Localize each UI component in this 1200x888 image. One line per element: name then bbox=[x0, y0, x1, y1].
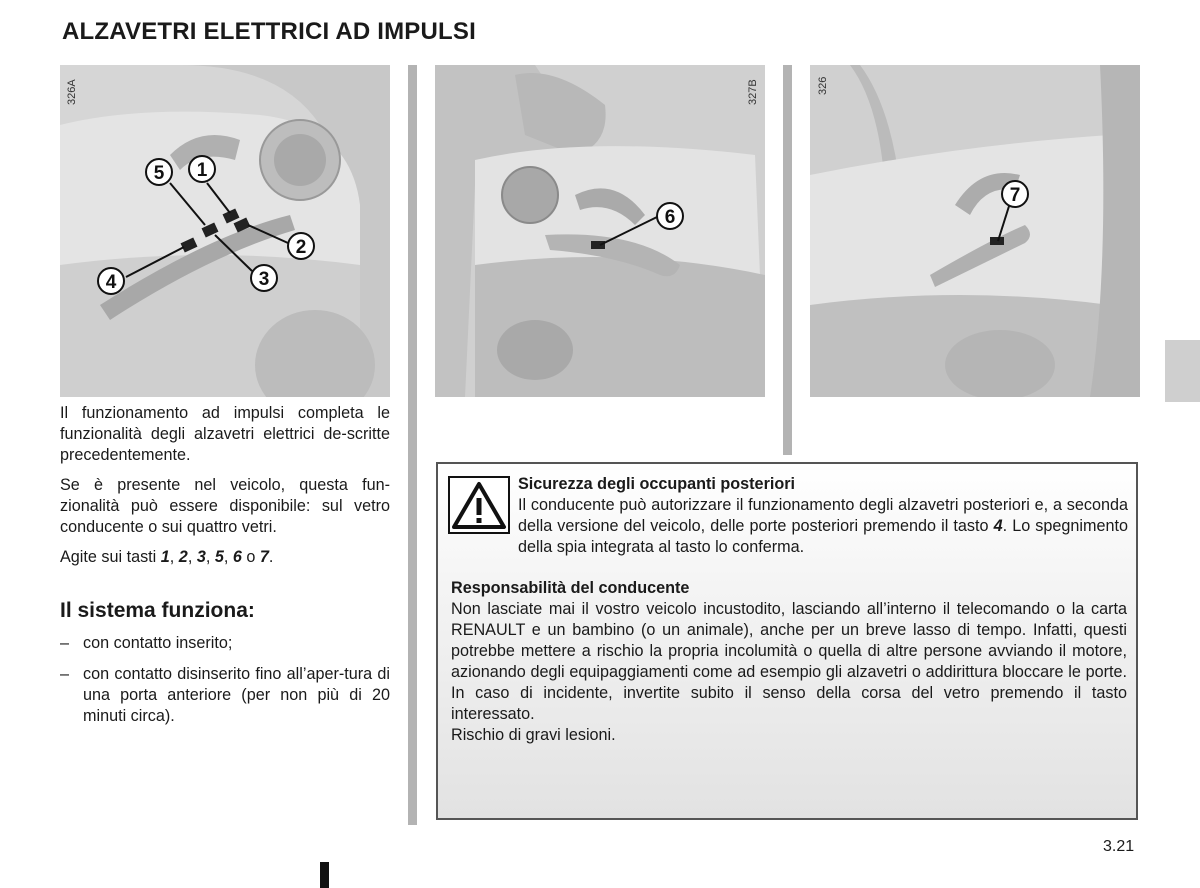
warning-text-part: . Lo spegnimento della spia integrata al tasto lo conferma. bbox=[518, 517, 1128, 556]
warning-section-passengers bbox=[518, 474, 1128, 558]
key-6: 6 bbox=[232, 548, 242, 566]
page-title: ALZAVETRI ELETTRICI AD IMPULSI bbox=[62, 18, 476, 45]
figure-code: 326A bbox=[66, 79, 78, 105]
passenger-door-illustration bbox=[435, 65, 765, 397]
rear-door-illustration bbox=[810, 65, 1140, 397]
keys-prefix: Agite sui tasti bbox=[60, 548, 161, 566]
callout-4: 4 bbox=[105, 272, 117, 293]
chapter-thumb-tab bbox=[1165, 340, 1200, 402]
callout-1: 1 bbox=[196, 160, 208, 181]
list-dash: – bbox=[60, 634, 70, 652]
figure-code: 327B bbox=[747, 79, 759, 105]
column-divider bbox=[408, 65, 417, 825]
warning-triangle-icon bbox=[448, 476, 510, 534]
paragraph-availability: Se è presente nel veicolo, questa fun-zionalità può essere disponibile: sul vetro conducente o sui quattro vetri. bbox=[60, 476, 390, 536]
list-item-text: con contatto disinserito fino all’aper-tura di una porta anteriore (per non più di 20 minuti circa). bbox=[83, 665, 390, 725]
list-dash: – bbox=[60, 665, 70, 683]
column-divider bbox=[783, 65, 792, 455]
warning-title-driver: Responsabilità del conducente bbox=[451, 579, 690, 597]
paragraph-intro: Il funzionamento ad impulsi completa le funzionalità degli alzavetri elettrici de-scritte precedentemente. bbox=[60, 404, 390, 464]
callout-6: 6 bbox=[664, 207, 676, 228]
key-1: 1 bbox=[160, 548, 170, 566]
warning-risk-text: Rischio di gravi lesioni. bbox=[451, 726, 616, 744]
warning-box bbox=[436, 462, 1138, 820]
page-number: 3.21 bbox=[1103, 838, 1135, 855]
callout-2: 2 bbox=[295, 237, 307, 258]
key-3: 3 bbox=[196, 548, 206, 566]
warning-title-passengers: Sicurezza degli occupanti posteriori bbox=[518, 475, 796, 493]
conditions-list bbox=[60, 633, 390, 737]
separator: o bbox=[241, 548, 260, 566]
warning-text-driver: Non lasciate mai il vostro veicolo incustodito, lasciando all’interno il telecomando o la carta RENAULT e un bambino (o un animale), anche per un breve lasso di tempo. Infatti, questi potrebbe mettere a rischio la propria incolumità o quella di altre persone avviando il motore, azionando degli equipaggiamenti come ad esempio gli alzavetri o addirittura bloccare le porte. In caso di incidente, invertite subito il senso della corsa del vetro premendo il tasto interessato. bbox=[451, 600, 1127, 723]
figure-front-door-switches bbox=[60, 65, 390, 397]
warning-section-driver bbox=[451, 578, 1127, 746]
figure-code: 326 bbox=[817, 76, 829, 95]
print-mark bbox=[320, 862, 329, 888]
warning-text-part: Il conducente può autorizzare il funzionamento degli alzavetri posteriori e, a seconda della versione del veicolo, delle porte posteriori premendo il tasto bbox=[518, 496, 1128, 535]
front-door-illustration bbox=[60, 65, 390, 397]
warning-text-passengers bbox=[518, 495, 1128, 558]
figure-passenger-door-switch bbox=[435, 65, 765, 397]
intro-text bbox=[60, 403, 390, 577]
separator: , bbox=[187, 548, 197, 566]
separator: , bbox=[223, 548, 233, 566]
key-5: 5 bbox=[214, 548, 224, 566]
callout-3: 3 bbox=[258, 269, 270, 290]
list-item bbox=[60, 633, 390, 654]
keys-suffix: . bbox=[268, 548, 274, 566]
list-item bbox=[60, 664, 390, 727]
paragraph-keys bbox=[60, 547, 390, 568]
list-item-text: con contatto inserito; bbox=[83, 634, 233, 652]
figure-rear-door-switch bbox=[810, 65, 1140, 397]
section-heading: Il sistema funziona: bbox=[60, 599, 255, 622]
callout-7: 7 bbox=[1009, 185, 1021, 206]
key-7: 7 bbox=[259, 548, 269, 566]
separator: , bbox=[169, 548, 179, 566]
key-4: 4 bbox=[993, 517, 1003, 535]
separator: , bbox=[205, 548, 215, 566]
key-2: 2 bbox=[178, 548, 188, 566]
callout-5: 5 bbox=[153, 163, 165, 184]
